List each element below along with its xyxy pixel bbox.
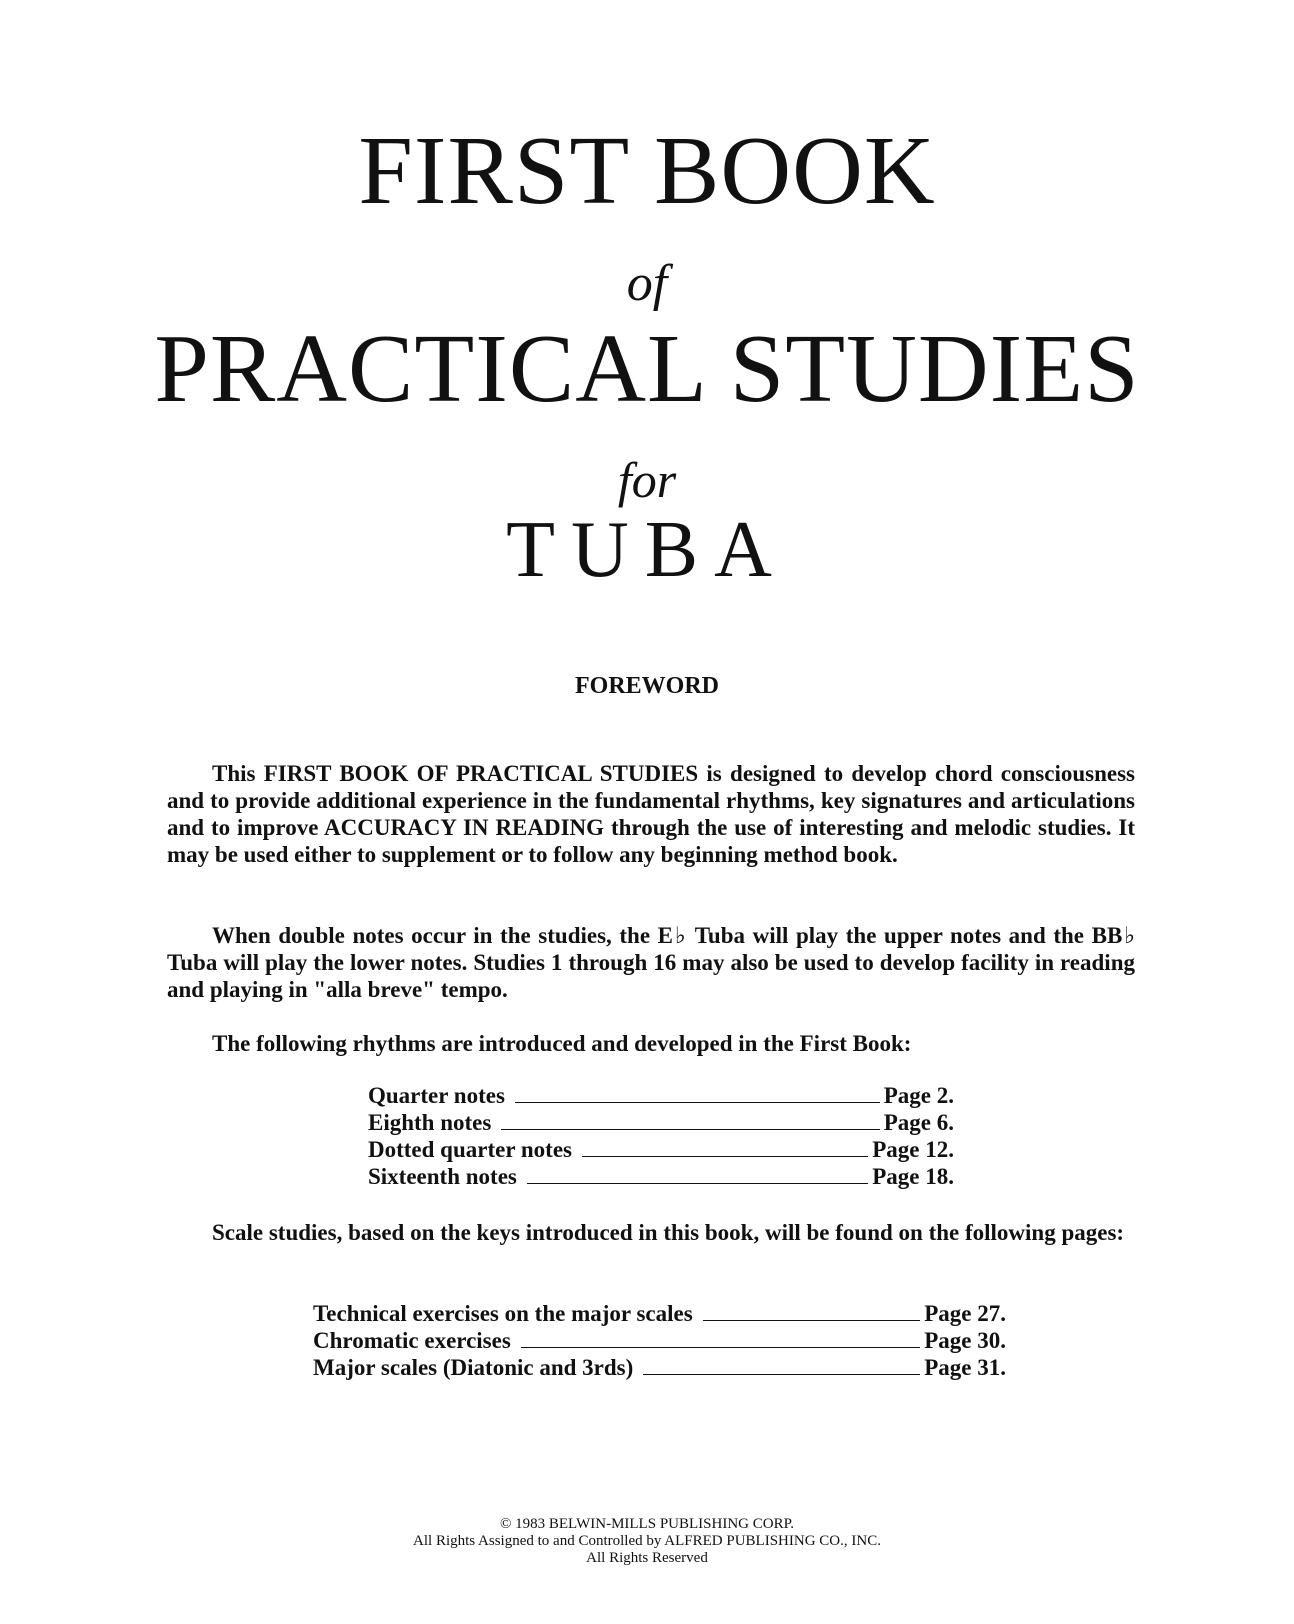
page-ref: Page 27. — [924, 1301, 1006, 1326]
instrument-title: TUBA — [506, 506, 788, 594]
rhythm-label: Eighth notes — [368, 1110, 492, 1135]
foreword-paragraph-4 — [167, 1219, 1135, 1246]
page-ref: Page 6. — [883, 1110, 954, 1135]
paragraph-text: This FIRST BOOK OF PRACTICAL STUDIES is designed to develop chord consciousness and to provide additional experience in the fundamental rhythms, key signatures and articulations and to improve ACCURACY IN READING through the use of interesting and melodic studies. It may be used either to supplement or to follow any beginning method book. — [167, 761, 1135, 867]
leader-line — [582, 1156, 868, 1157]
rights-reserved-line: All Rights Reserved — [586, 1550, 708, 1566]
title-for: for — [617, 452, 677, 508]
foreword-paragraph-1 — [167, 760, 1135, 868]
leader-line — [703, 1320, 921, 1321]
title-of: of — [626, 255, 668, 312]
foreword-paragraph-2 — [167, 922, 1135, 1003]
leader-line — [501, 1129, 879, 1130]
copyright-line: © 1983 BELWIN-MILLS PUBLISHING CORP. — [499, 1516, 795, 1532]
list-item — [313, 1300, 1006, 1327]
leader-line — [643, 1374, 920, 1375]
page-ref: Page 18. — [872, 1164, 954, 1189]
page-ref: Page 2. — [883, 1083, 954, 1108]
rights-line: All Rights Assigned to and Controlled by ALFRED PUBLISHING CO., INC. — [413, 1533, 881, 1549]
leader-line — [521, 1347, 920, 1348]
foreword-paragraph-3 — [167, 1030, 1135, 1057]
foreword-heading: FOREWORD — [575, 673, 719, 699]
rhythm-list — [368, 1082, 954, 1190]
copyright-footer — [0, 1516, 1294, 1567]
list-item — [368, 1163, 954, 1190]
rhythm-label: Sixteenth notes — [368, 1164, 517, 1189]
list-item — [313, 1354, 1006, 1381]
page-ref: Page 12. — [872, 1137, 954, 1162]
paragraph-text: The following rhythms are introduced and developed in the First Book: — [212, 1031, 912, 1056]
list-item — [368, 1082, 954, 1109]
page-ref: Page 30. — [924, 1328, 1006, 1353]
scale-label: Technical exercises on the major scales — [313, 1301, 693, 1326]
list-item — [313, 1327, 1006, 1354]
list-item — [368, 1136, 954, 1163]
scale-label: Chromatic exercises — [313, 1328, 511, 1353]
page-ref: Page 31. — [924, 1355, 1006, 1380]
paragraph-text: When double notes occur in the studies, the E♭ Tuba will play the upper notes and the BB♭ Tuba will play the lower notes. Studies 1 through 16 may also be used to develop facility in reading and playing in "alla breve" tempo. — [167, 923, 1135, 1002]
title-line-2: PRACTICAL STUDIES — [154, 315, 1140, 423]
list-item — [368, 1109, 954, 1136]
scale-label: Major scales (Diatonic and 3rds) — [313, 1355, 634, 1380]
scale-list — [313, 1300, 1006, 1381]
title-line-1: FIRST BOOK — [358, 117, 936, 225]
leader-line — [515, 1102, 880, 1103]
paragraph-text: Scale studies, based on the keys introduced in this book, will be found on the following pages: — [212, 1220, 1125, 1245]
rhythm-label: Quarter notes — [368, 1083, 505, 1108]
rhythm-label: Dotted quarter notes — [368, 1137, 572, 1162]
leader-line — [527, 1183, 868, 1184]
